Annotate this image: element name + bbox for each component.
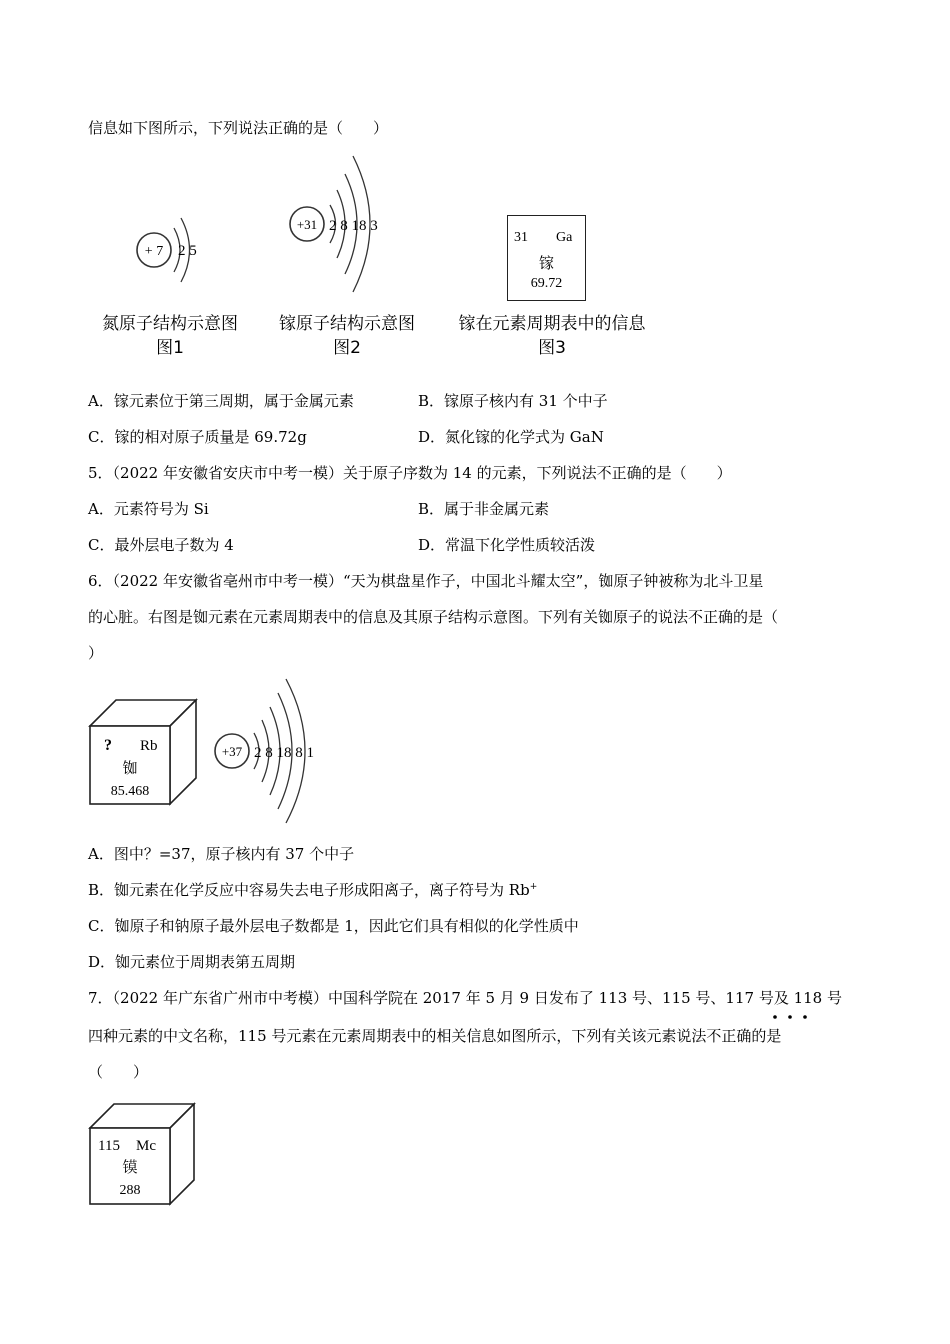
q6-stem-line2: 的心脏。右图是铷元素在元素周期表中的信息及其原子结构示意图。下列有关铷原子的说法不正确的是（ (88, 608, 779, 626)
moscovium-number: 115 (98, 1138, 120, 1154)
figure1-label: 图1 (156, 338, 184, 358)
gallium-name: 镓 (538, 254, 554, 272)
nitrogen-shells: 2 5 (178, 243, 197, 259)
rubidium-mass: 85.468 (110, 784, 150, 799)
emphasis-dots (768, 1012, 828, 1022)
q6-option-d[interactable]: D．铷元素位于周期表第五周期 (88, 953, 296, 971)
moscovium-name: 镆 (122, 1158, 138, 1176)
figure2-caption: 镓原子结构示意图 (279, 314, 415, 334)
q7-emphasis-not-correct (706, 1027, 751, 1045)
q6-option-b-text: B．铷元素在化学反应中容易失去电子形成阳离子，离子符号为 Rb (88, 881, 530, 899)
q7-stem-line2-a: 四种元素的中文名称，115 号元素在元素周期表中的相关信息如图所示，下列有关该元素说法 (88, 1027, 707, 1045)
q7-stem-line2 (88, 1026, 781, 1046)
rubidium-number: ? (104, 737, 112, 754)
rubidium-name: 铷 (122, 759, 138, 777)
gallium-element-cell (507, 215, 586, 301)
gallium-symbol: Ga (556, 230, 573, 245)
rubidium-nucleus: +37 (221, 744, 243, 759)
moscovium-mass: 288 (119, 1183, 141, 1198)
q7-stem-line1: 7．（2022 年广东省广州市中考模）中国科学院在 2017 年 5 月 9 日发布了 113 号、115 号、117 号及 118 号 (88, 989, 842, 1007)
q4-option-b[interactable]: B．镓原子核内有 31 个中子 (418, 392, 608, 410)
q6-option-a[interactable]: A．图中？=37，原子核内有 37 个中子 (88, 845, 355, 863)
q4-option-d[interactable]: D．氮化镓的化学式为 GaN (418, 428, 604, 446)
q5-option-c[interactable]: C．最外层电子数为 4 (88, 536, 234, 554)
gallium-nucleus: +31 (296, 217, 318, 232)
q4-option-a[interactable]: A．镓元素位于第三周期，属于金属元素 (88, 392, 354, 410)
q6-stem-line1: 6．（2022 年安徽省亳州市中考一模）“天为棋盘星作子，中国北斗耀太空”，铷原子钟被称为北斗卫星 (88, 572, 764, 590)
rubidium-symbol: Rb (140, 738, 158, 754)
rubidium-shells: 2 8 18 8 1 (254, 745, 314, 761)
q5-option-d[interactable]: D．常温下化学性质较活泼 (418, 536, 596, 554)
q7-emphasis-text: 不正确 (706, 1027, 752, 1045)
nitrogen-nucleus: + 7 (144, 244, 164, 259)
nitrogen-atom-diagram (130, 200, 220, 300)
q6-stem-line3: ） (88, 644, 104, 662)
q6-option-b-charge: + (529, 882, 538, 892)
q7-stem-line3: （ ） (88, 1063, 149, 1081)
q6-option-b[interactable] (88, 880, 537, 900)
gallium-shells: 2 8 18 3 (329, 218, 378, 234)
q5-option-b[interactable]: B．属于非金属元素 (418, 500, 550, 518)
gallium-mass: 69.72 (530, 276, 563, 291)
q5-option-a[interactable]: A．元素符号为 Si (88, 500, 209, 518)
q6-option-c[interactable]: C．铷原子和钠原子最外层电子数都是 1，因此它们具有相似的化学性质中 (88, 917, 579, 935)
rubidium-atom-diagram (210, 675, 335, 825)
gallium-atom-diagram (285, 150, 400, 300)
figure3-caption: 镓在元素周期表中的信息 (458, 314, 646, 334)
q4-option-c[interactable]: C．镓的相对原子质量是 69.72g (88, 428, 307, 446)
figure3-label: 图3 (538, 338, 566, 358)
moscovium-symbol: Mc (136, 1138, 156, 1154)
q5-stem: 5．（2022 年安徽省安庆市中考一模）关于原子序数为 14 的元素，下列说法不正确的是（ ） (88, 464, 732, 482)
moscovium-element-cube (88, 1102, 198, 1208)
figure1-caption: 氮原子结构示意图 (102, 314, 238, 334)
figure2-label: 图2 (333, 338, 361, 358)
gallium-number: 31 (514, 230, 528, 245)
q4-stem: 信息如下图所示，下列说法正确的是（ ） (88, 119, 389, 137)
q7-stem-line2-c: 的是 (751, 1027, 782, 1045)
rubidium-element-cube (88, 698, 198, 806)
